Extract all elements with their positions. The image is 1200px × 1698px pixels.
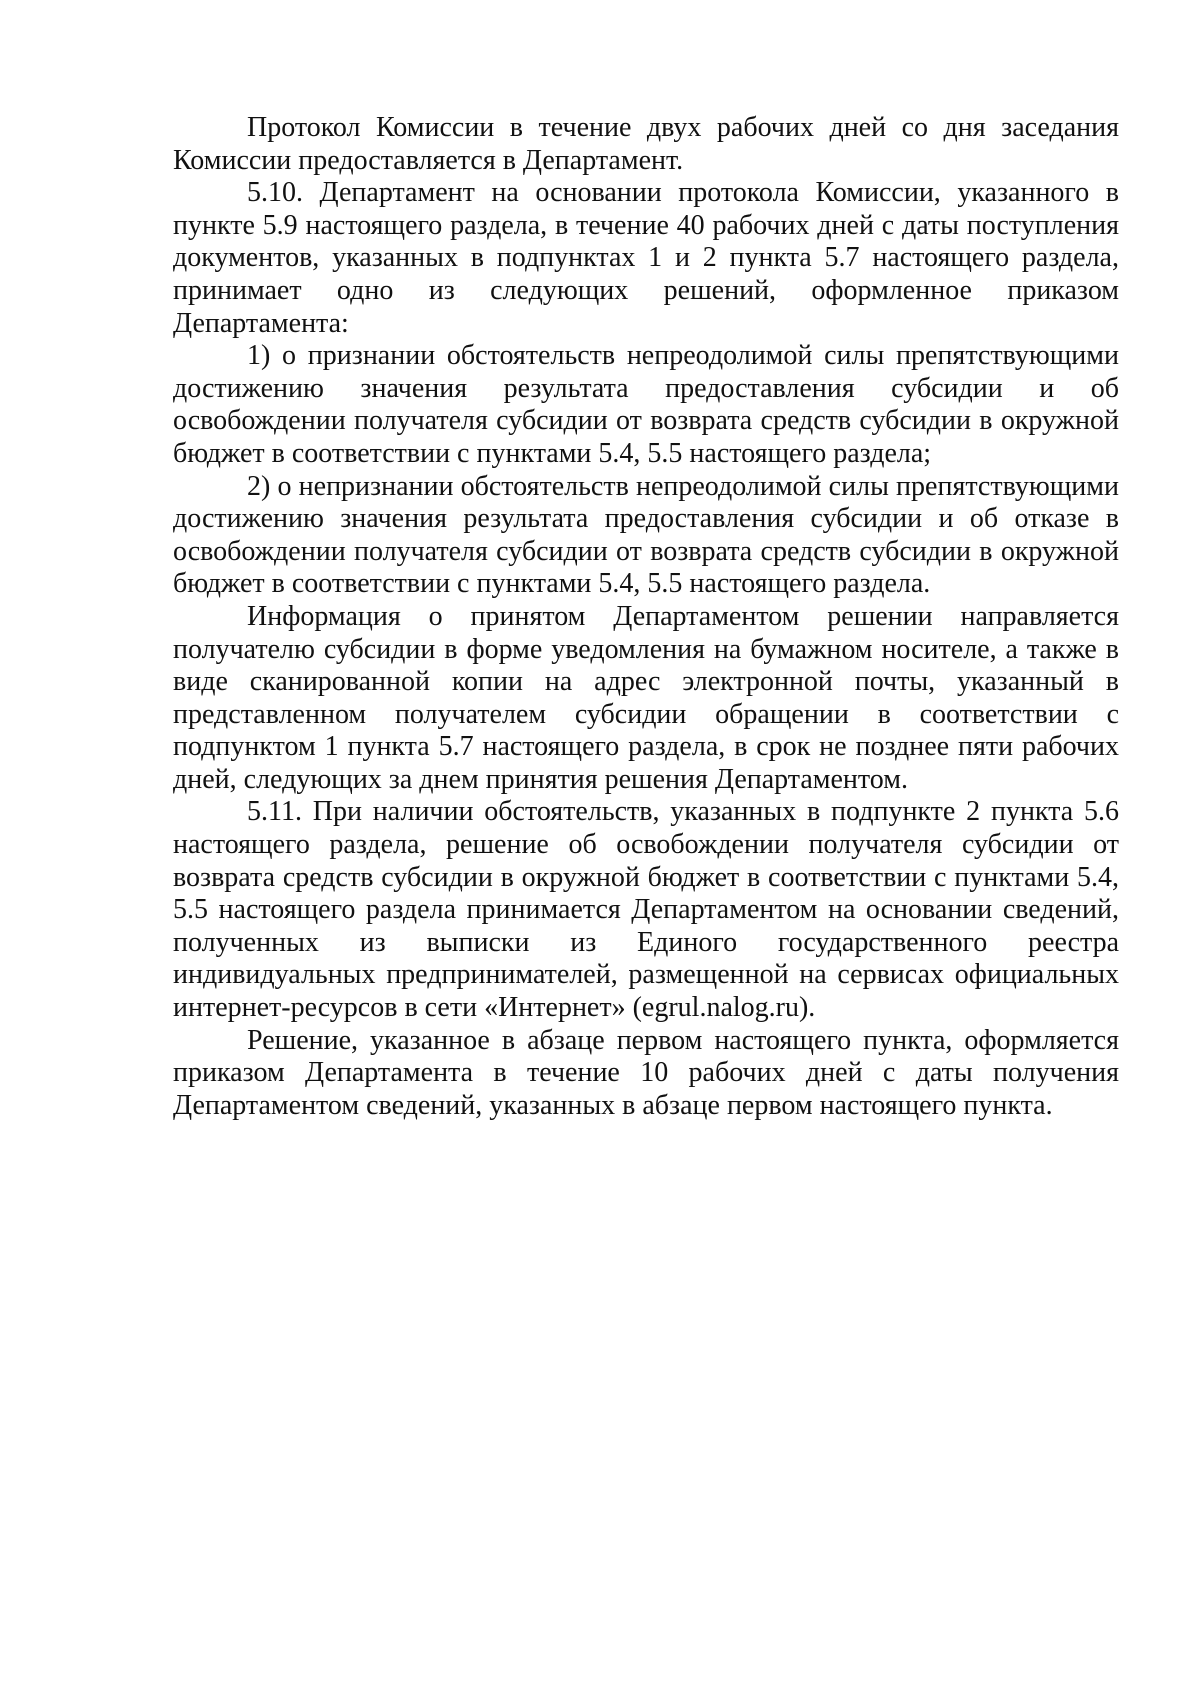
paragraph-5-11: 5.11. При наличии обстоятельств, указанных в подпункте 2 пункта 5.6 настоящего раздела, решение об освобождении получателя субсидии от возврата средств субсидии в окружной бюджет в соответствии с пунктами 5.4, 5.5 настоящего раздела принимается Департаментом на основании сведений, полученных из выписки из Единого государственного реестра индивидуальных предпринимателей, размещенной на сервисах официальных интернет-ресурсов в сети «Интернет» (egrul.nalog.ru). (173, 796, 1119, 1024)
paragraph-order-decision: Решение, указанное в абзаце первом настоящего пункта, оформляется приказом Департамента в течение 10 рабочих дней с даты получения Департаментом сведений, указанных в абзаце первом настоящего пункта. (173, 1024, 1119, 1121)
paragraph-decision-1: 1) о признании обстоятельств непреодолимой силы препятствующими достижению значения результата предоставления субсидии и об освобождении получателя субсидии от возврата средств субсидии в окружной бюджет в соответствии с пунктами 5.4, 5.5 настоящего раздела; (173, 340, 1119, 469)
paragraph-protocol-submission: Протокол Комиссии в течение двух рабочих дней со дня заседания Комиссии предоставляется в Департамент. (173, 112, 1119, 176)
paragraph-notification: Информация о принятом Департаментом решении направляется получателю субсидии в форме уведомления на бумажном носителе, а также в виде сканированной копии на адрес электронной почты, указанный в представленном получателем субсидии обращении в соответствии с подпунктом 1 пункта 5.7 настоящего раздела, в срок не позднее пяти рабочих дней, следующих за днем принятия решения Департаментом. (173, 600, 1119, 795)
document-body (173, 112, 1119, 1122)
paragraph-5-10: 5.10. Департамент на основании протокола Комиссии, указанного в пункте 5.9 настоящего раздела, в течение 40 рабочих дней с даты поступления документов, указанных в подпунктах 1 и 2 пункта 5.7 настоящего раздела, принимает одно из следующих решений, оформленное приказом Департамента: (173, 177, 1119, 339)
paragraph-decision-2: 2) о непризнании обстоятельств непреодолимой силы препятствующими достижению значения результата предоставления субсидии и об отказе в освобождении получателя субсидии от возврата средств субсидии в окружной бюджет в соответствии с пунктами 5.4, 5.5 настоящего раздела. (173, 470, 1119, 600)
